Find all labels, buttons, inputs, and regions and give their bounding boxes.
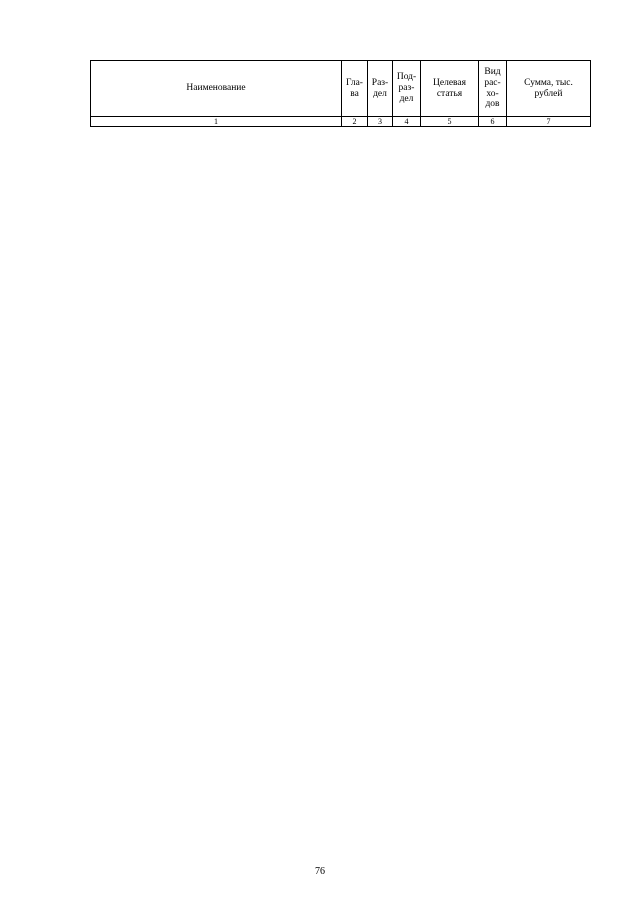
column-number: 3: [368, 117, 393, 127]
column-number: 5: [421, 117, 479, 127]
column-numbers-row: [91, 117, 591, 127]
budget-table: [90, 60, 591, 127]
column-number: 7: [507, 117, 591, 127]
page-number: 76: [315, 866, 325, 877]
document-page: [90, 60, 590, 127]
column-number: 1: [91, 117, 342, 127]
header-name: Наименование: [91, 61, 342, 117]
header-podrazdel: Под-раз-дел: [393, 61, 421, 117]
table-header-row: [91, 61, 591, 117]
header-razdel: Раз-дел: [368, 61, 393, 117]
header-glava: Гла-ва: [342, 61, 368, 117]
column-number: 6: [479, 117, 507, 127]
column-number: 2: [342, 117, 368, 127]
header-sum: Сумма, тыс. рублей: [507, 61, 591, 117]
header-expense-type: Вид рас-хо-дов: [479, 61, 507, 117]
header-target-article: Целевая статья: [421, 61, 479, 117]
column-number: 4: [393, 117, 421, 127]
